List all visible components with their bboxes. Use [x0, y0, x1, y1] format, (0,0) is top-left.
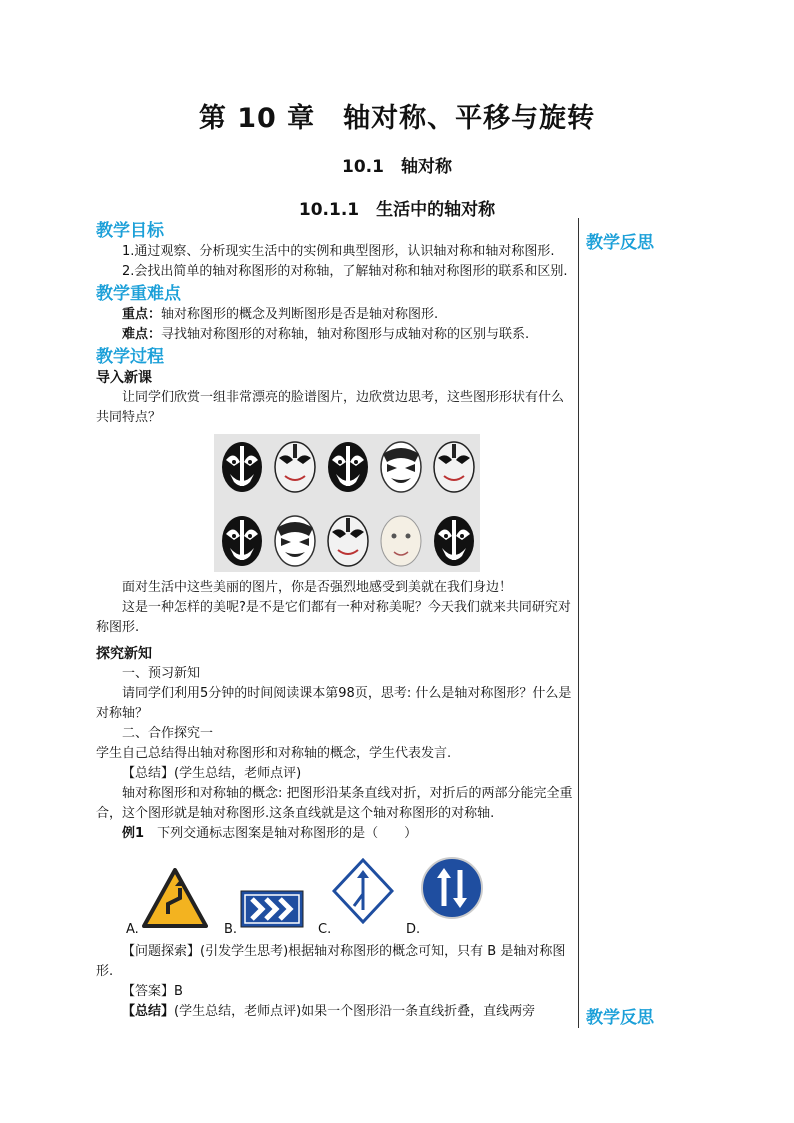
opera-masks-svg — [214, 434, 480, 572]
difficult-text: 寻找轴对称图形的对称轴，轴对称图形与成轴对称的区别与联系. — [161, 327, 530, 342]
column-divider — [578, 218, 579, 1028]
question-explore — [96, 942, 574, 982]
question-label: 【问题探索】 — [122, 944, 201, 959]
key-label: 重点： — [122, 307, 162, 322]
traffic-signs — [96, 850, 574, 942]
mask-5 — [434, 442, 474, 492]
option-a-label: A. — [126, 922, 139, 937]
mask-3 — [328, 442, 368, 492]
reflection-label-top: 教学反思 — [586, 233, 654, 253]
objective-2: 2.会找出简单的轴对称图形的对称轴，了解轴对称和轴对称图形的联系和区别. — [122, 264, 568, 279]
merge-sign-icon — [332, 858, 394, 924]
curve-road-sign-icon — [142, 868, 208, 928]
mask-9 — [381, 516, 421, 566]
example-1 — [96, 824, 574, 844]
part1-text: 请同学们利用5分钟的时间阅读课本第98页，思考: 什么是轴对称图形？什么是对称轴？ — [96, 686, 572, 721]
answer-text: B — [174, 984, 183, 999]
part2-text: 学生自己总结得出轴对称图形和对称轴的概念，学生代表发言. — [96, 746, 452, 761]
answer-label: 【答案】 — [122, 984, 175, 999]
option-d-label: D. — [406, 922, 421, 937]
part2-title: 二、合作探究一 — [122, 726, 214, 741]
example-label: 例1 — [122, 826, 145, 841]
example-text: 下列交通标志图案是轴对称图形的是（ ） — [157, 826, 418, 841]
difficult-label: 难点： — [122, 327, 162, 342]
summary1-text: 轴对称图形和对称轴的概念: 把图形沿某条直线对折，对折后的两部分能完全重合，这个图形就是轴对称图形.这条直线就是这个轴对称图形的对称轴. — [96, 786, 573, 821]
key-points-heading: 教学重难点 — [96, 284, 181, 304]
mask-2 — [275, 442, 315, 492]
main-content — [96, 219, 574, 1022]
summary2-text: (学生总结，老师点评)如果一个图形沿一条直线折叠，直线两旁 — [174, 1004, 536, 1019]
difficult-point — [96, 325, 574, 345]
subsection-title: 10.1.1 生活中的轴对称 — [298, 200, 496, 220]
chevron-sign-icon — [240, 890, 304, 928]
mask-8 — [328, 516, 368, 566]
intro-text: 让同学们欣赏一组非常漂亮的脸谱图片，边欣赏边思考，这些图形形状有什么共同特点？ — [96, 390, 565, 425]
mask-10 — [434, 516, 474, 566]
after-text-1: 面对生活中这些美丽的图片，你是否强烈地感受到美就在我们身边！ — [122, 580, 513, 595]
explore-heading: 探究新知 — [96, 646, 152, 662]
chapter-title: 第 10 章 轴对称、平移与旋转 — [198, 103, 596, 134]
objectives-heading: 教学目标 — [96, 221, 164, 241]
opera-masks-image — [214, 434, 480, 572]
key-point — [96, 305, 574, 325]
key-text: 轴对称图形的概念及判断图形是否是轴对称图形. — [161, 307, 439, 322]
summary2-label: 【总结】 — [122, 1004, 175, 1019]
process-heading: 教学过程 — [96, 347, 164, 367]
answer — [96, 982, 574, 1002]
intro-heading: 导入新课 — [96, 370, 152, 386]
two-way-sign-icon — [420, 856, 484, 920]
mask-7 — [275, 516, 315, 566]
option-c-label: C. — [318, 922, 332, 937]
mask-1 — [222, 442, 262, 492]
summary1-label: 【总结】(学生总结，老师点评) — [122, 766, 302, 781]
part1-title: 一、预习新知 — [122, 666, 201, 681]
summary2 — [96, 1002, 574, 1022]
option-b-label: B. — [224, 922, 238, 937]
after-text-2: 这是一种怎样的美呢?是不是它们都有一种对称美呢？今天我们就来共同研究对称图形. — [96, 600, 571, 635]
section-title: 10.1 轴对称 — [342, 157, 452, 177]
mask-4 — [381, 442, 421, 492]
question-text: (引发学生思考)根据轴对称图形的概念可知，只有 B 是轴对称图形. — [96, 944, 566, 979]
reflection-label-bottom: 教学反思 — [586, 1008, 654, 1028]
mask-6 — [222, 516, 262, 566]
objective-1: 1.通过观察、分析现实生活中的实例和典型图形，认识轴对称和轴对称图形. — [122, 244, 555, 259]
